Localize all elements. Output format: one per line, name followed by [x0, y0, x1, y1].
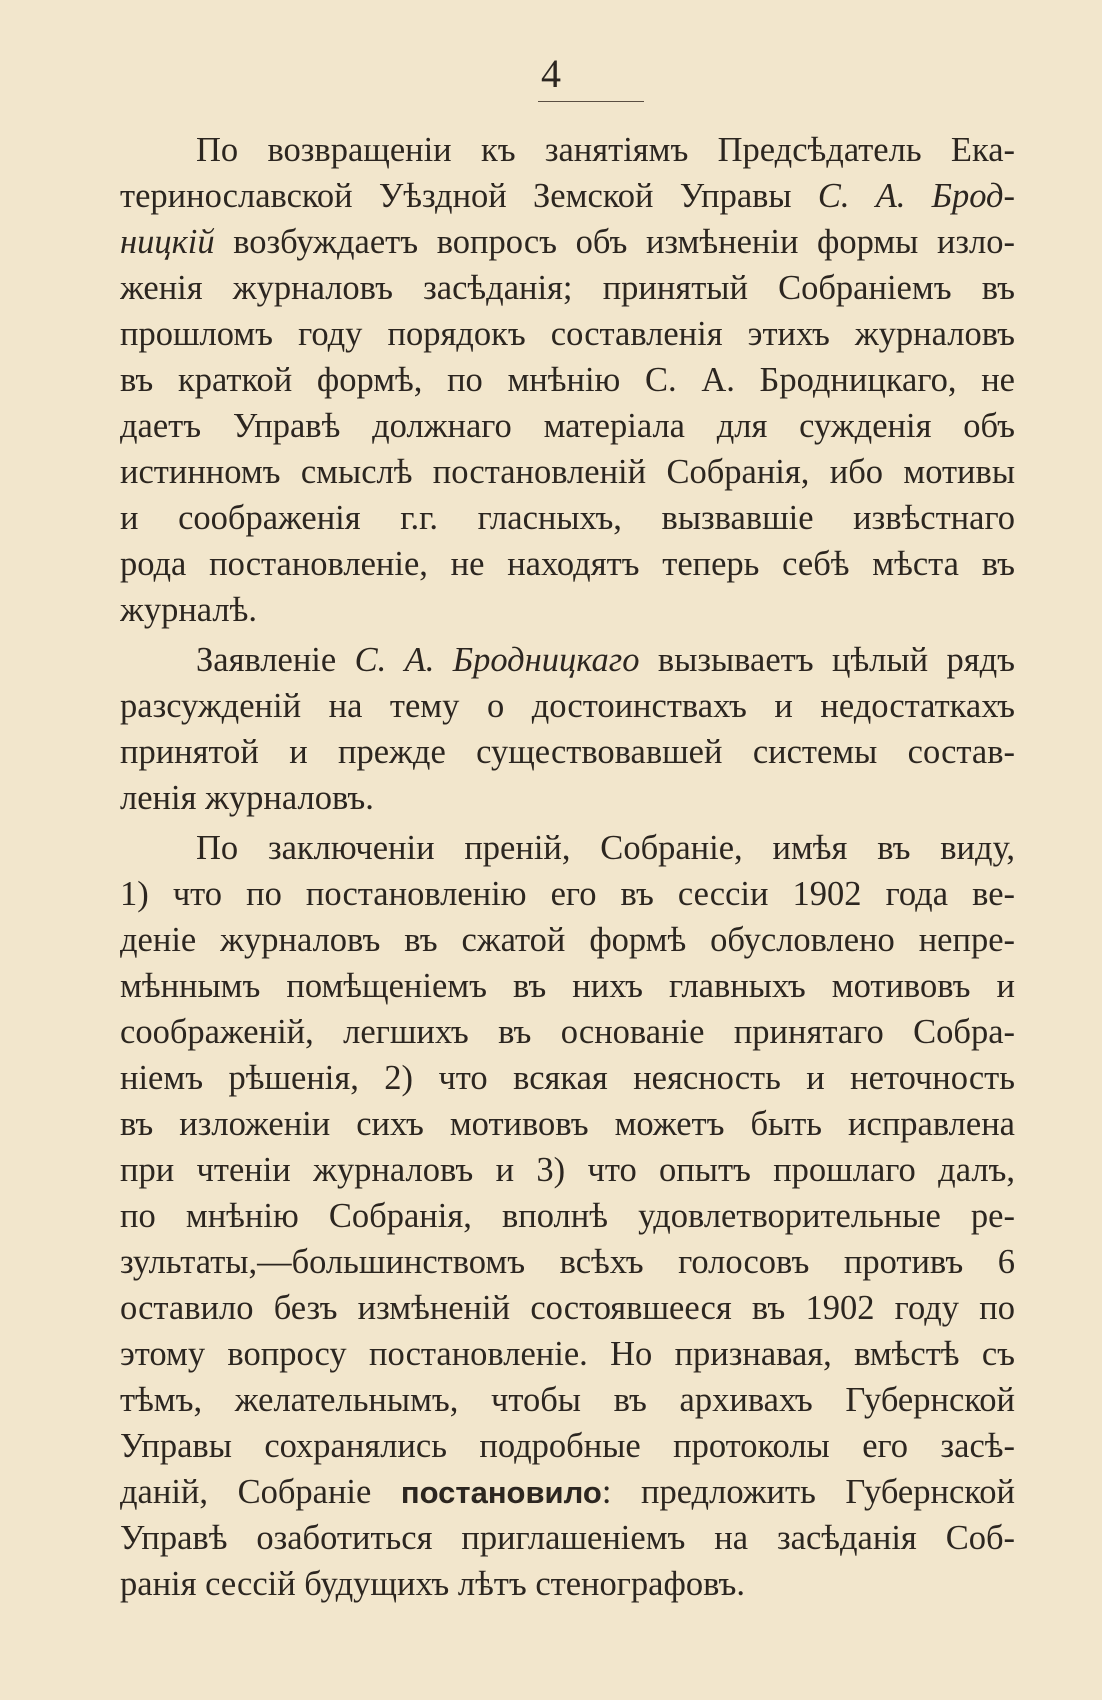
- document-body: [120, 127, 1015, 1607]
- text-run: даетъ Управѣ должнаго матеріала для сужденія объ: [120, 407, 1015, 445]
- text-line: [120, 917, 1015, 963]
- text-run: прошломъ году порядокъ составленія этихъ журналовъ: [120, 315, 1015, 353]
- text-run: оставило безъ измѣненій состоявшееся въ 1902 году по: [120, 1289, 1015, 1327]
- text-run: по мнѣнію Собранія, вполнѣ удовлетворительные ре-: [120, 1197, 1015, 1235]
- text-run: рода постановленіе, не находятъ теперь себѣ мѣста въ: [120, 545, 1015, 583]
- text-run: зультаты,—большинствомъ всѣхъ голосовъ противъ 6: [120, 1243, 1015, 1281]
- text-line: [120, 173, 1015, 219]
- paragraph: [120, 637, 1015, 821]
- text-line: [120, 311, 1015, 357]
- emphasized-word: постановило: [400, 1475, 602, 1510]
- text-line: [120, 1101, 1015, 1147]
- text-line: [120, 1147, 1015, 1193]
- text-line: [120, 1515, 1015, 1561]
- italic-name: ницкій: [120, 223, 215, 261]
- text-run: По заключеніи преній, Собраніе, имѣя въ виду,: [196, 829, 1015, 867]
- text-run: вызываетъ цѣлый рядъ: [639, 641, 1015, 679]
- text-line: [120, 637, 1015, 683]
- text-run: тѣмъ, желательнымъ, чтобы въ архивахъ Губернской: [120, 1381, 1015, 1419]
- text-run: женія журналовъ засѣданія; принятый Собраніемъ въ: [120, 269, 1015, 307]
- text-run: : предложить Губернской: [601, 1473, 1015, 1511]
- text-run: По возвращеніи къ занятіямъ Предсѣдатель Ека-: [196, 131, 1015, 169]
- text-run: принятой и прежде существовавшей системы состав-: [120, 733, 1015, 771]
- text-line: [120, 127, 1015, 173]
- text-run: истинномъ смыслѣ постановленій Собранія, ибо мотивы: [120, 453, 1015, 491]
- text-run: журналѣ.: [120, 591, 257, 629]
- text-line: [120, 1239, 1015, 1285]
- text-run: Управѣ озаботиться приглашеніемъ на засѣданія Соб-: [120, 1519, 1015, 1557]
- text-line: [120, 541, 1015, 587]
- text-line: [120, 775, 1015, 821]
- text-line: [120, 1285, 1015, 1331]
- text-run: ленія журналовъ.: [120, 779, 374, 817]
- page-number: 4: [541, 51, 561, 96]
- text-line: [120, 1377, 1015, 1423]
- page-number-rule: [538, 101, 644, 102]
- text-line: [120, 587, 1015, 633]
- text-line: [120, 871, 1015, 917]
- text-run: даній, Собраніе: [120, 1473, 401, 1511]
- paragraph: [120, 127, 1015, 633]
- text-line: [120, 1055, 1015, 1101]
- text-line: [120, 825, 1015, 871]
- text-line: [120, 495, 1015, 541]
- text-line: [120, 1009, 1015, 1055]
- text-run: разсужденій на тему о достоинствахъ и недостаткахъ: [120, 687, 1015, 725]
- text-run: деніе журналовъ въ сжатой формѣ обусловлено непре-: [120, 921, 1015, 959]
- italic-name: С. А. Бродницкаго: [354, 641, 640, 679]
- text-run: теринославской Уѣздной Земской Управы: [120, 177, 818, 215]
- text-run: ранія сессій будущихъ лѣтъ стенографовъ.: [120, 1565, 745, 1603]
- paragraph: [120, 825, 1015, 1607]
- text-run: въ изложеніи сихъ мотивовъ можетъ быть исправлена: [120, 1105, 1015, 1143]
- text-run: возбуждаетъ вопросъ объ измѣненіи формы изло-: [214, 223, 1015, 261]
- text-line: [120, 403, 1015, 449]
- text-line: [120, 1469, 1015, 1515]
- text-run: при чтеніи журналовъ и 3) что опытъ прошлаго далъ,: [120, 1151, 1015, 1189]
- text-line: [120, 1423, 1015, 1469]
- text-line: [120, 449, 1015, 495]
- text-line: [120, 1193, 1015, 1239]
- text-run: и соображенія г.г. гласныхъ, вызвавшіе извѣстнаго: [120, 499, 1015, 537]
- text-line: [120, 265, 1015, 311]
- text-line: [120, 729, 1015, 775]
- text-line: [120, 1331, 1015, 1377]
- text-run: мѣннымъ помѣщеніемъ въ нихъ главныхъ мотивовъ и: [120, 967, 1015, 1005]
- text-line: [120, 963, 1015, 1009]
- text-line: [120, 357, 1015, 403]
- text-run: этому вопросу постановленіе. Но признавая, вмѣстѣ съ: [120, 1335, 1015, 1373]
- text-run: въ краткой формѣ, по мнѣнію С. А. Бродницкаго, не: [120, 361, 1015, 399]
- text-line: [120, 219, 1015, 265]
- text-run: Управы сохранялись подробные протоколы его засѣ-: [120, 1427, 1015, 1465]
- text-line: [120, 683, 1015, 729]
- text-run: соображеній, легшихъ въ основаніе принятаго Собра-: [120, 1013, 1015, 1051]
- text-run: Заявленіе: [196, 641, 355, 679]
- text-run: 1) что по постановленію его въ сессіи 1902 года ве-: [120, 875, 1015, 913]
- italic-name: С. А. Брод-: [817, 177, 1015, 215]
- text-line: [120, 1561, 1015, 1607]
- text-run: ніемъ рѣшенія, 2) что всякая неясность и неточность: [120, 1059, 1015, 1097]
